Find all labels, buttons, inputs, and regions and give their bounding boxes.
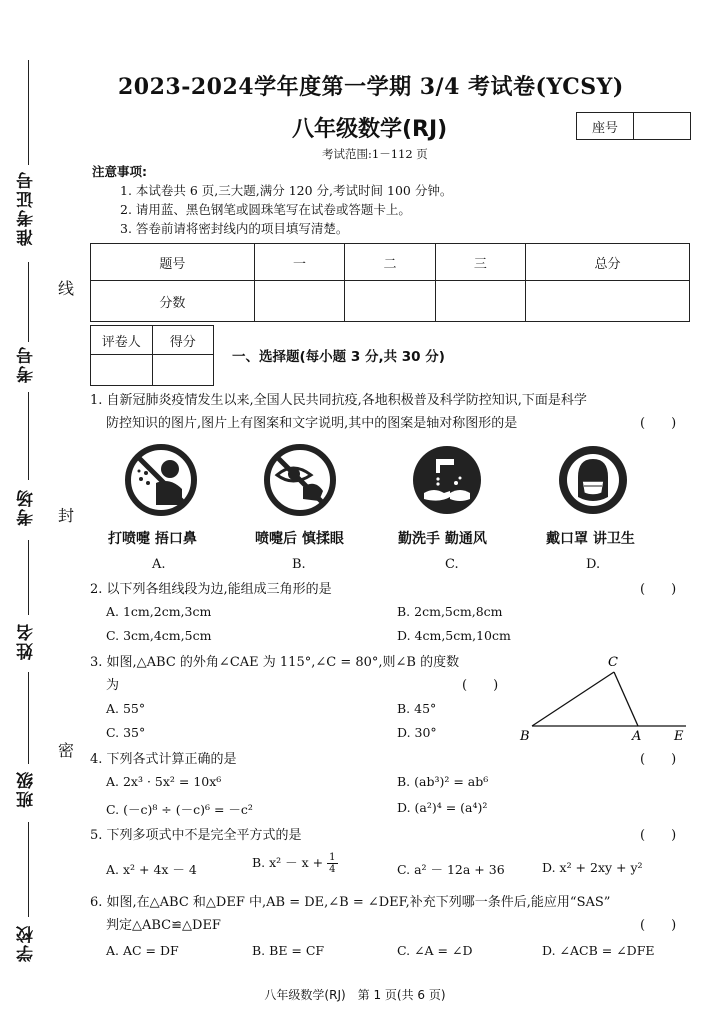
vertex-c-label: C xyxy=(608,655,618,670)
q4-option-a[interactable]: A. 2x³ · 5x² = 10x⁶ xyxy=(106,774,222,789)
triangle-figure xyxy=(514,650,694,742)
q4-option-d[interactable]: D. (a²)⁴ = (a⁴)² xyxy=(397,800,488,815)
notes-item: 1. 本试卷共 6 页,三大题,满分 120 分,考试时间 100 分钟。 xyxy=(120,183,453,198)
q6-option-c[interactable]: C. ∠A = ∠D xyxy=(397,943,473,958)
option-b-caption: 喷嚏后 慎揉眼 xyxy=(255,531,344,547)
option-d-caption: 戴口罩 讲卫生 xyxy=(546,531,635,547)
sidebar-line-2 xyxy=(28,262,29,342)
page-footer: 八年级数学(RJ) 第 1 页(共 6 页) xyxy=(264,988,446,1002)
question-6-line-2: 判定△ABC≌△DEF xyxy=(106,918,221,933)
fraction xyxy=(327,852,337,875)
q3-option-c[interactable]: C. 35° xyxy=(106,725,146,740)
grader-label: 评卷人 xyxy=(91,326,153,355)
notes-heading: 注意事项: xyxy=(92,164,147,179)
q3-option-b[interactable]: B. 45° xyxy=(397,701,437,716)
grader-score-label: 得分 xyxy=(152,326,214,355)
option-a-caption: 打喷嚏 捂口鼻 xyxy=(108,531,197,547)
grader-field[interactable] xyxy=(91,355,153,386)
exam-title: 2023-2024学年度第一学期 3/4 考试卷(YCSY) xyxy=(118,74,624,100)
question-6-line-1: 6. 如图,在△ABC 和△DEF 中,AB = DE,∠B = ∠DEF,补充下列哪一条件后,能应用“SAS” xyxy=(90,895,611,910)
score-cell[interactable] xyxy=(345,281,435,322)
exam-room-label: 考场 xyxy=(17,488,37,526)
exam-notes xyxy=(92,162,452,238)
answer-paren: ( ) xyxy=(640,416,677,431)
hand-wash-icon xyxy=(410,443,484,517)
exam-id-label: 准考证号 xyxy=(17,170,37,246)
question-5-stem: 5. 下列多项式中不是完全平方式的是 xyxy=(90,828,302,843)
vertex-e-label: E xyxy=(674,729,684,742)
exam-subtitle: 八年级数学(RJ) xyxy=(292,117,448,142)
notes-item: 3. 答卷前请将密封线内的项目填写清楚。 xyxy=(120,221,349,236)
q4-option-c[interactable]: C. (－c)⁸ ÷ (－c)⁶ = －c² xyxy=(106,802,253,817)
exam-number-label: 考号 xyxy=(17,345,37,383)
fraction-numerator: 1 xyxy=(329,852,336,863)
section-title: 一、选择题(每小题 3 分,共 30 分) xyxy=(232,349,445,365)
q2-option-d[interactable]: D. 4cm,5cm,10cm xyxy=(397,628,511,643)
sidebar-line-6 xyxy=(28,822,29,917)
score-cell[interactable] xyxy=(526,281,690,322)
score-header-cell: 三 xyxy=(435,244,525,281)
q5-option-b[interactable] xyxy=(252,852,338,875)
score-table xyxy=(90,243,690,322)
sidebar-line-4 xyxy=(28,540,29,615)
face-mask-icon xyxy=(556,443,630,517)
score-header-cell: 一 xyxy=(254,244,344,281)
option-d-letter[interactable]: D. xyxy=(586,557,601,572)
vertex-b-label: B xyxy=(520,729,530,742)
score-header-cell: 总分 xyxy=(526,244,690,281)
score-cell[interactable] xyxy=(254,281,344,322)
q5-option-b-text: B. x² － x + xyxy=(252,855,328,870)
name-label: 姓名 xyxy=(17,622,37,660)
q3-option-a[interactable]: A. 55° xyxy=(106,701,146,716)
seal-secret-char: 密 xyxy=(58,741,75,760)
q6-option-a[interactable]: A. AC = DF xyxy=(106,943,179,958)
school-label: 学校 xyxy=(17,924,37,962)
q5-option-a[interactable]: A. x² + 4x － 4 xyxy=(106,862,197,877)
sidebar-line-5 xyxy=(28,672,29,764)
sidebar-line-1 xyxy=(28,60,29,165)
question-3-line-2: 为 xyxy=(106,678,120,693)
exam-range: 考试范围:1－112 页 xyxy=(322,147,428,161)
score-header-cell: 二 xyxy=(345,244,435,281)
vertex-a-label: A xyxy=(632,729,642,742)
q4-option-b[interactable]: B. (ab³)² = ab⁶ xyxy=(397,774,489,789)
score-cell[interactable] xyxy=(435,281,525,322)
no-eye-rub-icon xyxy=(263,443,337,517)
answer-paren: ( ) xyxy=(640,582,677,597)
option-c-caption: 勤洗手 勤通风 xyxy=(398,531,487,547)
seal-seal-char: 封 xyxy=(58,506,75,525)
seat-number-field[interactable] xyxy=(634,113,690,139)
q3-option-d[interactable]: D. 30° xyxy=(397,725,437,740)
question-1-line-1: 1. 自新冠肺炎疫情发生以来,全国人民共同抗疫,各地积极普及科学防控知识,下面是科学 xyxy=(90,393,587,408)
q5-option-d[interactable]: D. x² + 2xy + y² xyxy=(542,860,643,875)
score-header-row xyxy=(91,244,690,281)
q5-option-c[interactable]: C. a² － 12a + 36 xyxy=(397,862,505,877)
question-1-line-2: 防控知识的图片,图片上有图案和文字说明,其中的图案是轴对称图形的是 xyxy=(106,416,518,431)
option-b-letter[interactable]: B. xyxy=(292,557,306,572)
option-c-letter[interactable]: C. xyxy=(445,557,459,572)
q2-option-b[interactable]: B. 2cm,5cm,8cm xyxy=(397,604,503,619)
notes-item: 2. 请用蓝、黑色钢笔或圆珠笔写在试卷或答题卡上。 xyxy=(120,202,411,217)
q2-option-c[interactable]: C. 3cm,4cm,5cm xyxy=(106,628,212,643)
seat-number-label: 座号 xyxy=(577,113,634,139)
score-row xyxy=(91,281,690,322)
answer-paren: ( ) xyxy=(462,678,499,693)
score-header-cell: 题号 xyxy=(91,244,255,281)
question-4-stem: 4. 下列各式计算正确的是 xyxy=(90,752,237,767)
fraction-denominator: 4 xyxy=(329,864,336,875)
sidebar-line-3 xyxy=(28,392,29,480)
question-2-stem: 2. 以下列各组线段为边,能组成三角形的是 xyxy=(90,582,332,597)
q6-option-d[interactable]: D. ∠ACB = ∠DFE xyxy=(542,943,655,958)
answer-paren: ( ) xyxy=(640,828,677,843)
no-sneeze-icon xyxy=(124,443,198,517)
seat-number-box[interactable] xyxy=(576,112,691,140)
score-row-label: 分数 xyxy=(91,281,255,322)
class-label: 班级 xyxy=(17,770,37,808)
grader-score-field[interactable] xyxy=(152,355,214,386)
q2-option-a[interactable]: A. 1cm,2cm,3cm xyxy=(106,604,212,619)
answer-paren: ( ) xyxy=(640,752,677,767)
option-a-letter[interactable]: A. xyxy=(152,557,166,572)
answer-paren: ( ) xyxy=(640,918,677,933)
grader-table xyxy=(90,325,214,386)
q6-option-b[interactable]: B. BE = CF xyxy=(252,943,325,958)
question-3-line-1: 3. 如图,△ABC 的外角∠CAE 为 115°,∠C = 80°,则∠B 的度数 xyxy=(90,655,460,670)
seal-line-char: 线 xyxy=(58,279,75,298)
